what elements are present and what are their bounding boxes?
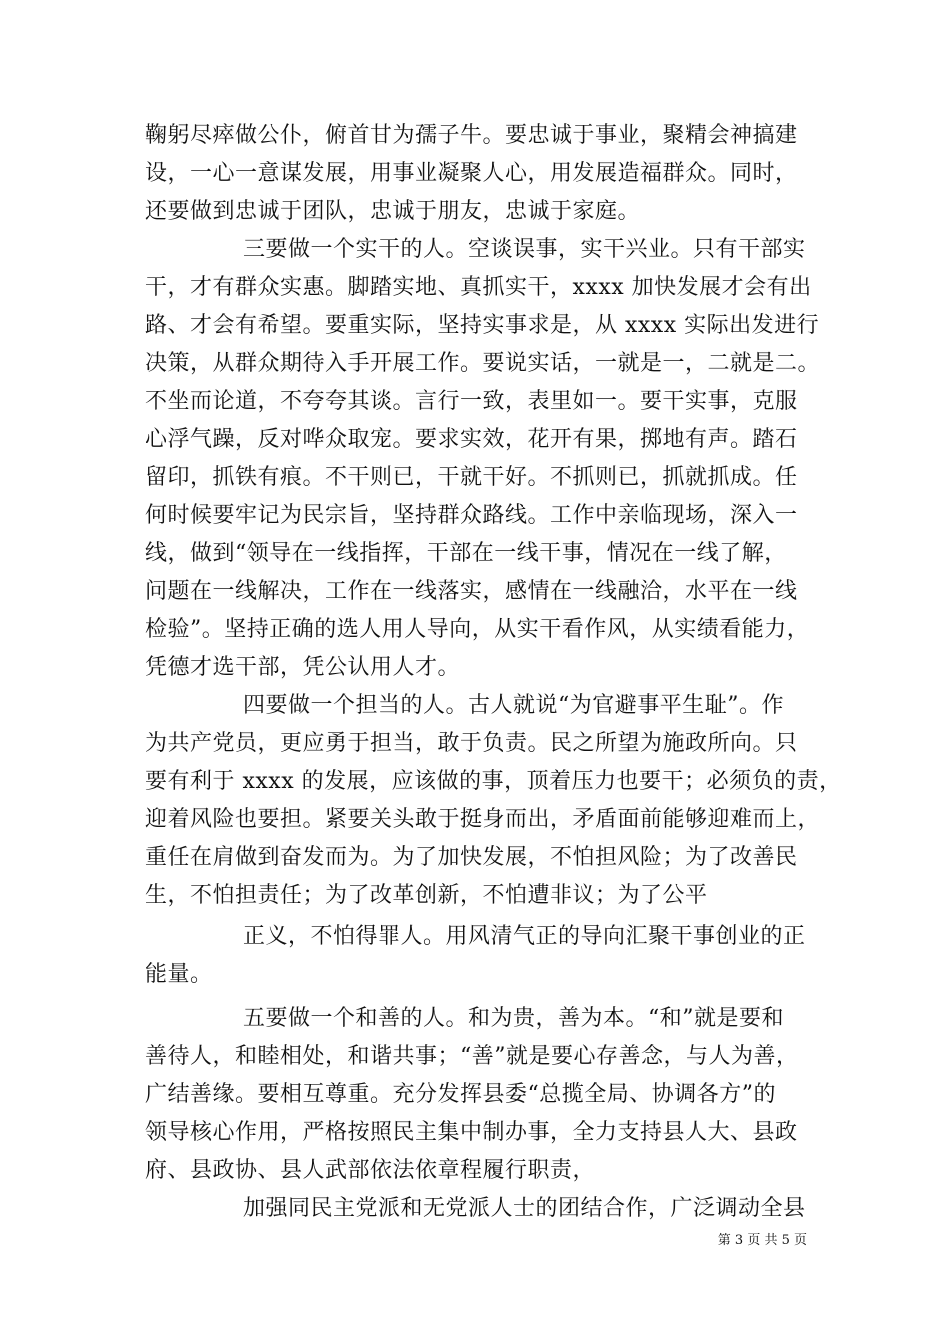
text-line: 广结善缘。要相互尊重。充分发挥县委“总揽全局、协调各方”的	[145, 1082, 776, 1107]
text-line: 府、县政协、县人武部依法依章程履行职责，	[145, 1158, 596, 1183]
paragraph-start-line: 四要做一个担当的人。古人就说“为官避事平生耻”。作	[243, 693, 784, 718]
text-line: 设，一心一意谋发展，用事业凝聚人心，用发展造福群众。同时，	[145, 161, 798, 186]
text-line: 还要做到忠诚于团队，忠诚于朋友，忠诚于家庭。	[145, 199, 641, 224]
text-line: 重任在肩做到奋发而为。为了加快发展，不怕担风险；为了改善民	[145, 845, 798, 870]
text-line: 生，不怕担责任；为了改革创新，不怕遭非议；为了公平	[145, 883, 708, 908]
text-line: 凭德才选干部，凭公认用人才。	[145, 655, 461, 680]
paragraph-start-line: 正义，不怕得罪人。用风清气正的导向汇聚干事创业的正	[243, 924, 806, 949]
text-line: 干，才有群众实惠。脚踏实地、真抓实干，xxxx 加快发展才会有出	[145, 275, 812, 300]
paragraph-start-line: 三要做一个实干的人。空谈误事，实干兴业。只有干部实	[243, 237, 806, 262]
text-line: 能量。	[145, 962, 213, 987]
text-line: 迎着风险也要担。紧要关头敢于挺身而出，矛盾面前能够迎难而上，	[145, 807, 821, 832]
text-line: 心浮气躁，反对哗众取宠。要求实效，花开有果，掷地有声。踏石	[145, 427, 798, 452]
page-number-footer: 第 3 页 共 5 页	[717, 1233, 807, 1248]
text-line: 线，做到“领导在一线指挥，干部在一线干事，情况在一线了解，	[145, 541, 787, 566]
paragraph-start-line: 五要做一个和善的人。和为贵，善为本。“和”就是要和	[243, 1006, 784, 1031]
text-line: 善待人，和睦相处，和谐共事；“善”就是要心存善念，与人为善，	[145, 1044, 799, 1069]
text-line: 留印，抓铁有痕。不干则已，干就干好。不抓则已，抓就抓成。任	[145, 465, 798, 490]
paragraph-start-line: 加强同民主党派和无党派人士的团结合作，广泛调动全县	[243, 1196, 806, 1221]
text-line: 决策，从群众期待入手开展工作。要说实话，一就是一，二就是二。	[145, 351, 821, 376]
text-line: 要有利于 xxxx 的发展，应该做的事，顶着压力也要干；必须负的责，	[145, 769, 842, 794]
text-line: 检验”。坚持正确的选人用人导向，从实干看作风，从实绩看能力，	[145, 617, 810, 642]
text-line: 问题在一线解决，工作在一线落实，感情在一线融洽，水平在一线	[145, 579, 798, 604]
text-line: 鞠躬尽瘁做公仆，俯首甘为孺子牛。要忠诚于事业，聚精会神搞建	[145, 123, 798, 148]
text-line: 领导核心作用，严格按照民主集中制办事，全力支持县人大、县政	[145, 1120, 798, 1145]
text-line: 何时候要牢记为民宗旨，坚持群众路线。工作中亲临现场，深入一	[145, 503, 798, 528]
text-line: 为共产党员，更应勇于担当，敢于负责。民之所望为施政所向。只	[145, 731, 798, 756]
text-line: 不坐而论道，不夸夸其谈。言行一致，表里如一。要干实事，克服	[145, 389, 798, 414]
text-line: 路、才会有希望。要重实际，坚持实事求是，从 xxxx 实际出发进行	[145, 313, 820, 338]
